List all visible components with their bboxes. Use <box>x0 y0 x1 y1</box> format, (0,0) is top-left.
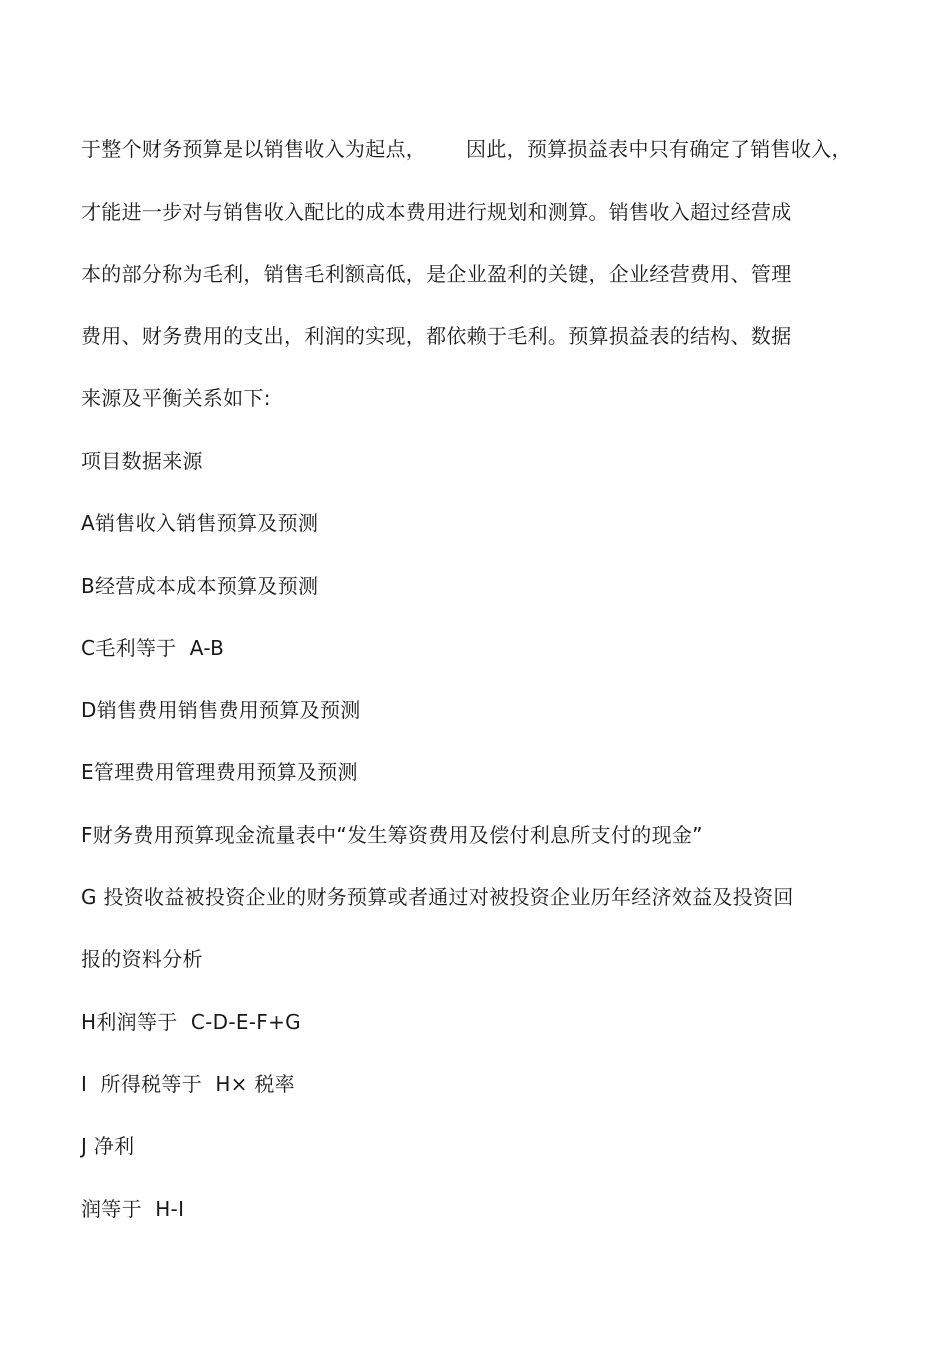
item-j: J 净利 <box>81 1134 135 1158</box>
item-a: A销售收入销售预算及预测 <box>81 511 319 535</box>
item-e: E管理费用管理费用预算及预测 <box>81 760 358 784</box>
paragraph-line-5: 来源及平衡关系如下: <box>81 386 271 410</box>
item-header: 项目数据来源 <box>81 449 203 473</box>
item-i: I 所得税等于 H× 税率 <box>81 1072 295 1096</box>
paragraph-line-2: 才能进一步对与销售收入配比的成本费用进行规划和测算。销售收入超过经营成 <box>81 200 792 224</box>
paragraph-line-3: 本的部分称为毛利，销售毛利额高低，是企业盈利的关键，企业经营费用、管理 <box>81 262 792 286</box>
paragraph-line-1: 于整个财务预算是以销售收入为起点， 因此，预算损益表中只有确定了销售收入， <box>81 137 852 161</box>
item-h: H利润等于 C-D-E-F+G <box>81 1010 301 1034</box>
item-c: C毛利等于 A-B <box>81 636 225 660</box>
item-b: B经营成本成本预算及预测 <box>81 574 319 598</box>
item-g-continued: 报的资料分析 <box>81 947 203 971</box>
item-d: D销售费用销售费用预算及预测 <box>81 698 361 722</box>
item-j-continued: 润等于 H-I <box>81 1197 185 1221</box>
item-g: G 投资收益被投资企业的财务预算或者通过对被投资企业历年经济效益及投资回 <box>81 885 794 909</box>
item-f: F财务费用预算现金流量表中“发生筹资费用及偿付利息所支付的现金” <box>81 823 703 847</box>
paragraph-line-4: 费用、财务费用的支出，利润的实现，都依赖于毛利。预算损益表的结构、数据 <box>81 324 792 348</box>
